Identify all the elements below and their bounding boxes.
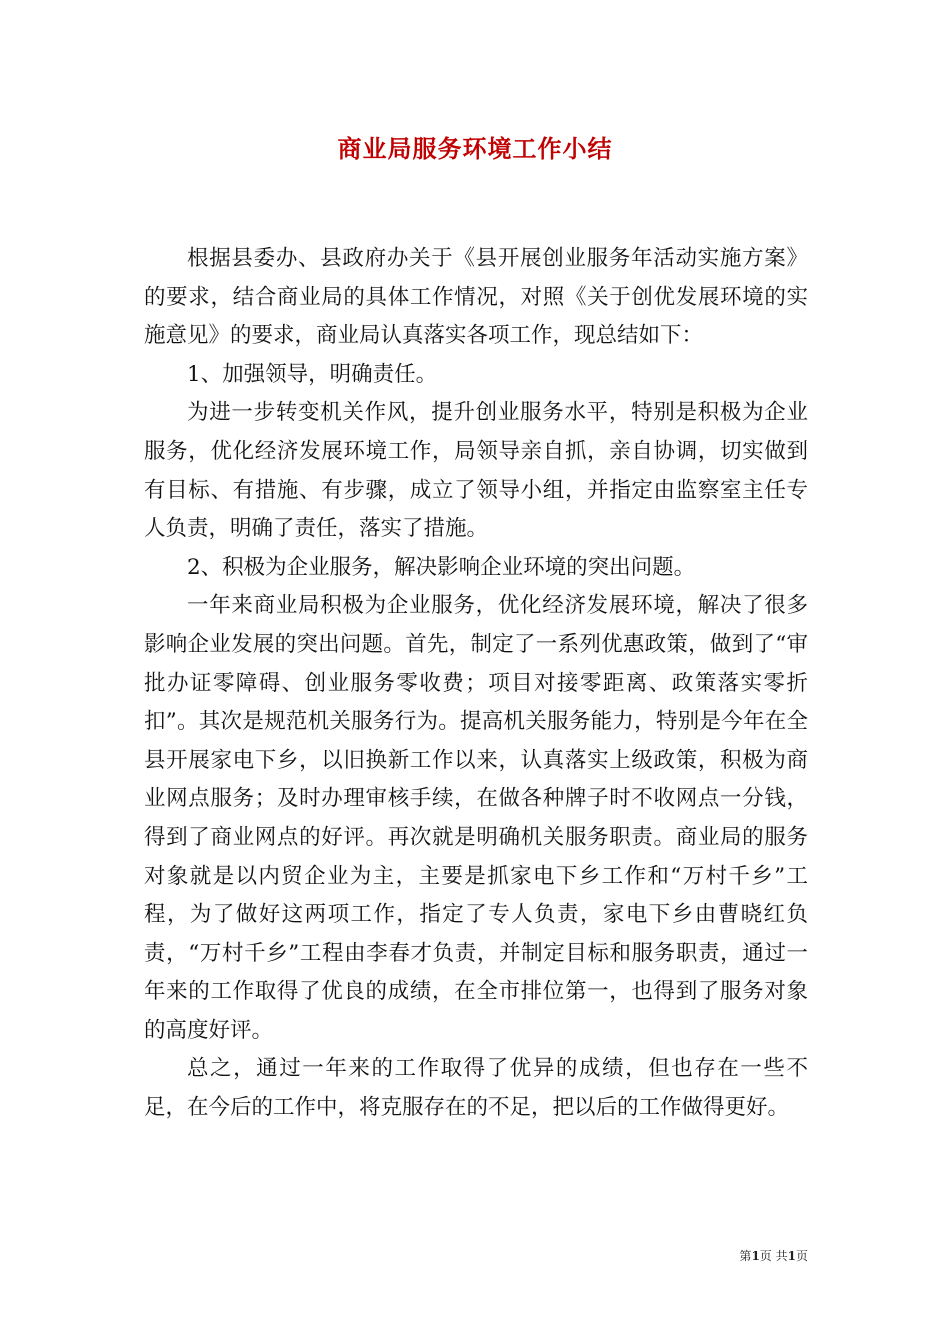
footer-total-pages: 1 <box>787 1249 796 1263</box>
paragraph-section-1: 为进一步转变机关作风，提升创业服务水平，特别是积极为企业服务，优化经济发展环境工作，局领导亲自抓，亲自协调，切实做到有目标、有措施、有步骤，成立了领导小组，并指定由监察室主任专人负责，明确了责任，落实了措施。 <box>144 400 808 542</box>
footer-middle: 页 共 <box>759 1249 788 1263</box>
footer-suffix: 页 <box>795 1249 808 1263</box>
document-body <box>144 240 808 1128</box>
section-heading-1: 1、加强领导，明确责任。 <box>187 361 438 387</box>
document-title: 商业局服务环境工作小结 <box>337 134 613 163</box>
page-footer <box>0 1247 808 1265</box>
footer-current-page: 1 <box>751 1249 760 1263</box>
paragraph-section-2: 一年来商业局积极为企业服务，优化经济发展环境，解决了很多影响企业发展的突出问题。首先，制定了一系列优惠政策，做到了“审批办证零障碍、创业服务零收费；项目对接零距离、政策落实零折扣”。其次是规范机关服务行为。提高机关服务能力，特别是今年在全县开展家电下乡，以旧换新工作以来，认真落实上级政策，积极为商业网点服务；及时办理审核手续，在做各种牌子时不收网点一分钱，得到了商业网点的好评。再次就是明确机关服务职责。商业局的服务对象就是以内贸企业为主，主要是抓家电下乡工作和“万村千乡”工程，为了做好这两项工作，指定了专人负责，家电下乡由曹晓红负责，“万村千乡”工程由李春才负责，并制定目标和服务职责，通过一年来的工作取得了优良的成绩，在全市排位第一，也得到了服务对象的高度好评。 <box>144 593 808 1043</box>
footer-prefix: 第 <box>739 1249 752 1263</box>
section-heading-2: 2、积极为企业服务，解决影响企业环境的突出问题。 <box>187 554 696 580</box>
paragraph-conclusion: 总之，通过一年来的工作取得了优异的成绩，但也存在一些不足，在今后的工作中，将克服存在的不足，把以后的工作做得更好。 <box>144 1056 808 1121</box>
paragraph-intro: 根据县委办、县政府办关于《县开展创业服务年活动实施方案》的要求，结合商业局的具体工作情况，对照《关于创优发展环境的实施意见》的要求，商业局认真落实各项工作，现总结如下： <box>144 246 808 349</box>
